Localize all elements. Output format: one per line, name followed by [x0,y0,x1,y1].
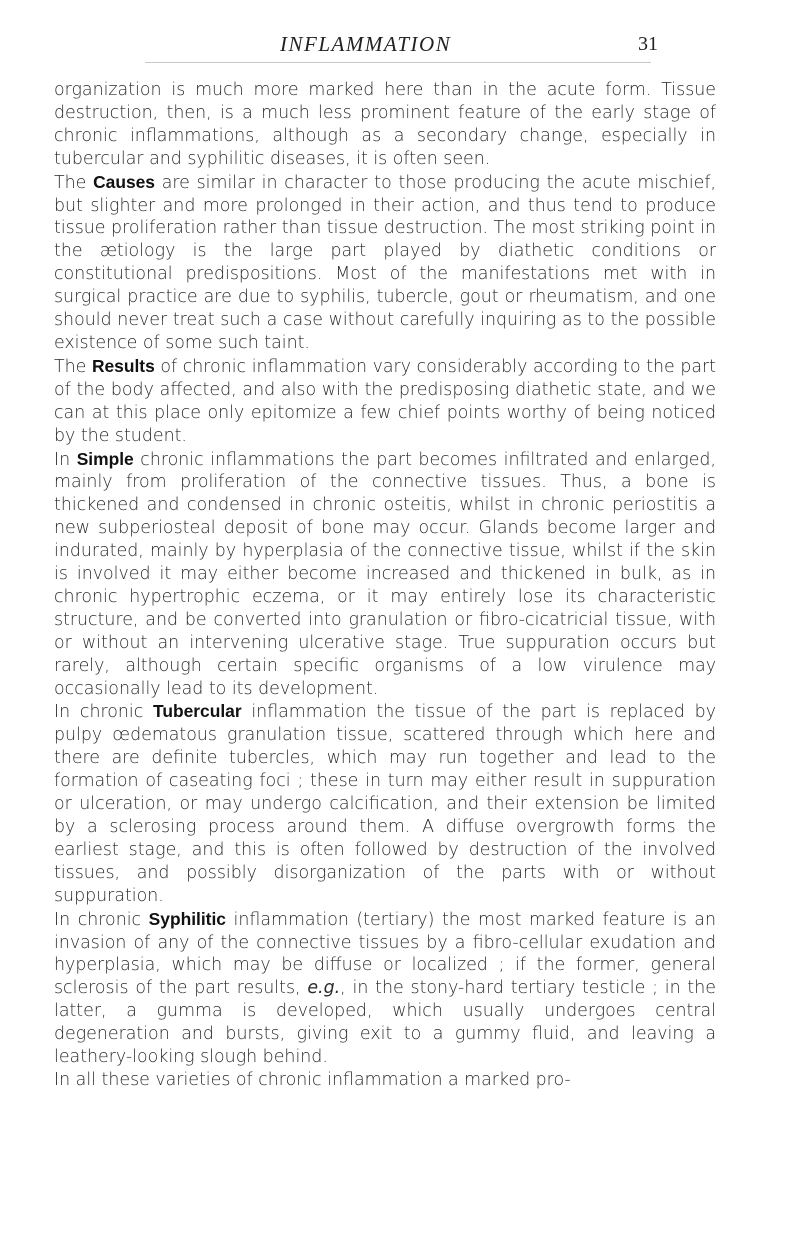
term-tubercular: Tubercular [153,701,242,722]
paragraph-lead: In chronic [54,702,154,723]
paragraph-lead: The [54,356,92,377]
paragraph-lead: In [54,449,77,470]
paragraph-text: chronic inflammations the part becomes infiltrated and enlarged, mainly from proliferation of the connective tissues. Thus, a bone is thickened and condensed in chronic osteitis, whilst in chronic periostitis a new subperiosteal deposit of bone may occur. Glands become larger and indurated, mainly by hyperplasia of the connective tissue, whilst if the skin is involved it may either become increased and thickened in bulk, as in chronic hypertrophic eczema, or it may entirely lose its characteristic structure, and be converted into granulation or fibro-cicatricial tissue, with or without an intervening ulcerative stage. True suppuration occurs but rarely, although certain specific organisms of a low virulence may occasionally lead to its development. [54,449,716,699]
paragraph-varieties [54,1069,716,1092]
paragraph-continuation [54,79,716,171]
paragraph-text: inflammation (tertiary) the most marked feature is an invasion of any of the connective tissues by a fibro-cellular exudation and hyperplasia, which may be diffuse or localized ; if the former, general sclerosis of the part results, [54,909,716,999]
paragraph-syphilitic [54,908,716,1069]
term-results: Results [91,355,155,376]
term-syphilitic: Syphilitic [148,908,226,929]
paragraph-tubercular [54,700,716,907]
paragraph-lead: The [54,172,94,193]
paragraph-text: of chronic inflammation vary considerably according to the part of the body affected, and also with the predisposing diathetic state, and we can at this place only epitomize a few chief points worthy of being noticed by the student. [54,356,716,446]
paragraph-results [54,355,716,448]
abbreviation-eg: e.g. [307,978,341,999]
paragraph-text: organization is much more marked here than in the acute form. Tissue destruction, then, is a much less prominent feature of the early stage of chronic inflammations, although as a secondary change, especially in tubercular and syphilitic diseases, it is often seen. [54,80,716,169]
paragraph-text: inflammation the tissue of the part is replaced by pulpy œdematous granulation tissue, scattered through which here and there are definite tubercles, which may run together and lead to the formation of caseating foci ; these in turn may either result in suppuration or ulceration, or may undergo calcification, and their extension be limited by a sclerosing process around them. A diffuse overgrowth forms the earliest stage, and this is often followed by destruction of the involved tissues, and possibly disorganization of the parts with or without suppuration. [54,702,716,906]
paragraph-text: are similar in character to those producing the acute mischief, but slighter and more prolonged in their action, and thus tend to produce tissue proliferation rather than tissue destruction. The most striking point in the ætiology is the large part played by diathetic conditions or constitutional predispositions. Most of the manifestations met with in surgical practice are due to syphilis, tubercle, gout or rheumatism, and one should never treat such a case without carefully inquiring as to the possible existence of some such taint. [54,172,717,353]
paragraph-simple [54,448,716,701]
paragraph-causes [54,171,716,355]
body-text [54,79,716,1092]
paragraph-text: , in the stony-hard tertiary testicle ; in the latter, a gumma is developed, which usually undergoes central degeneration and bursts, giving exit to a gummy fluid, and leaving a leathery-looking slough behind. [54,978,716,1068]
page-number: 31 [638,33,658,55]
term-causes: Causes [93,171,155,192]
paragraph-text: In all these varieties of chronic inflammation a marked pro- [54,1069,571,1090]
header-rule [145,62,651,63]
paragraph-lead: In chronic [54,909,149,930]
running-title: INFLAMMATION [280,32,452,56]
term-simple: Simple [76,448,134,469]
